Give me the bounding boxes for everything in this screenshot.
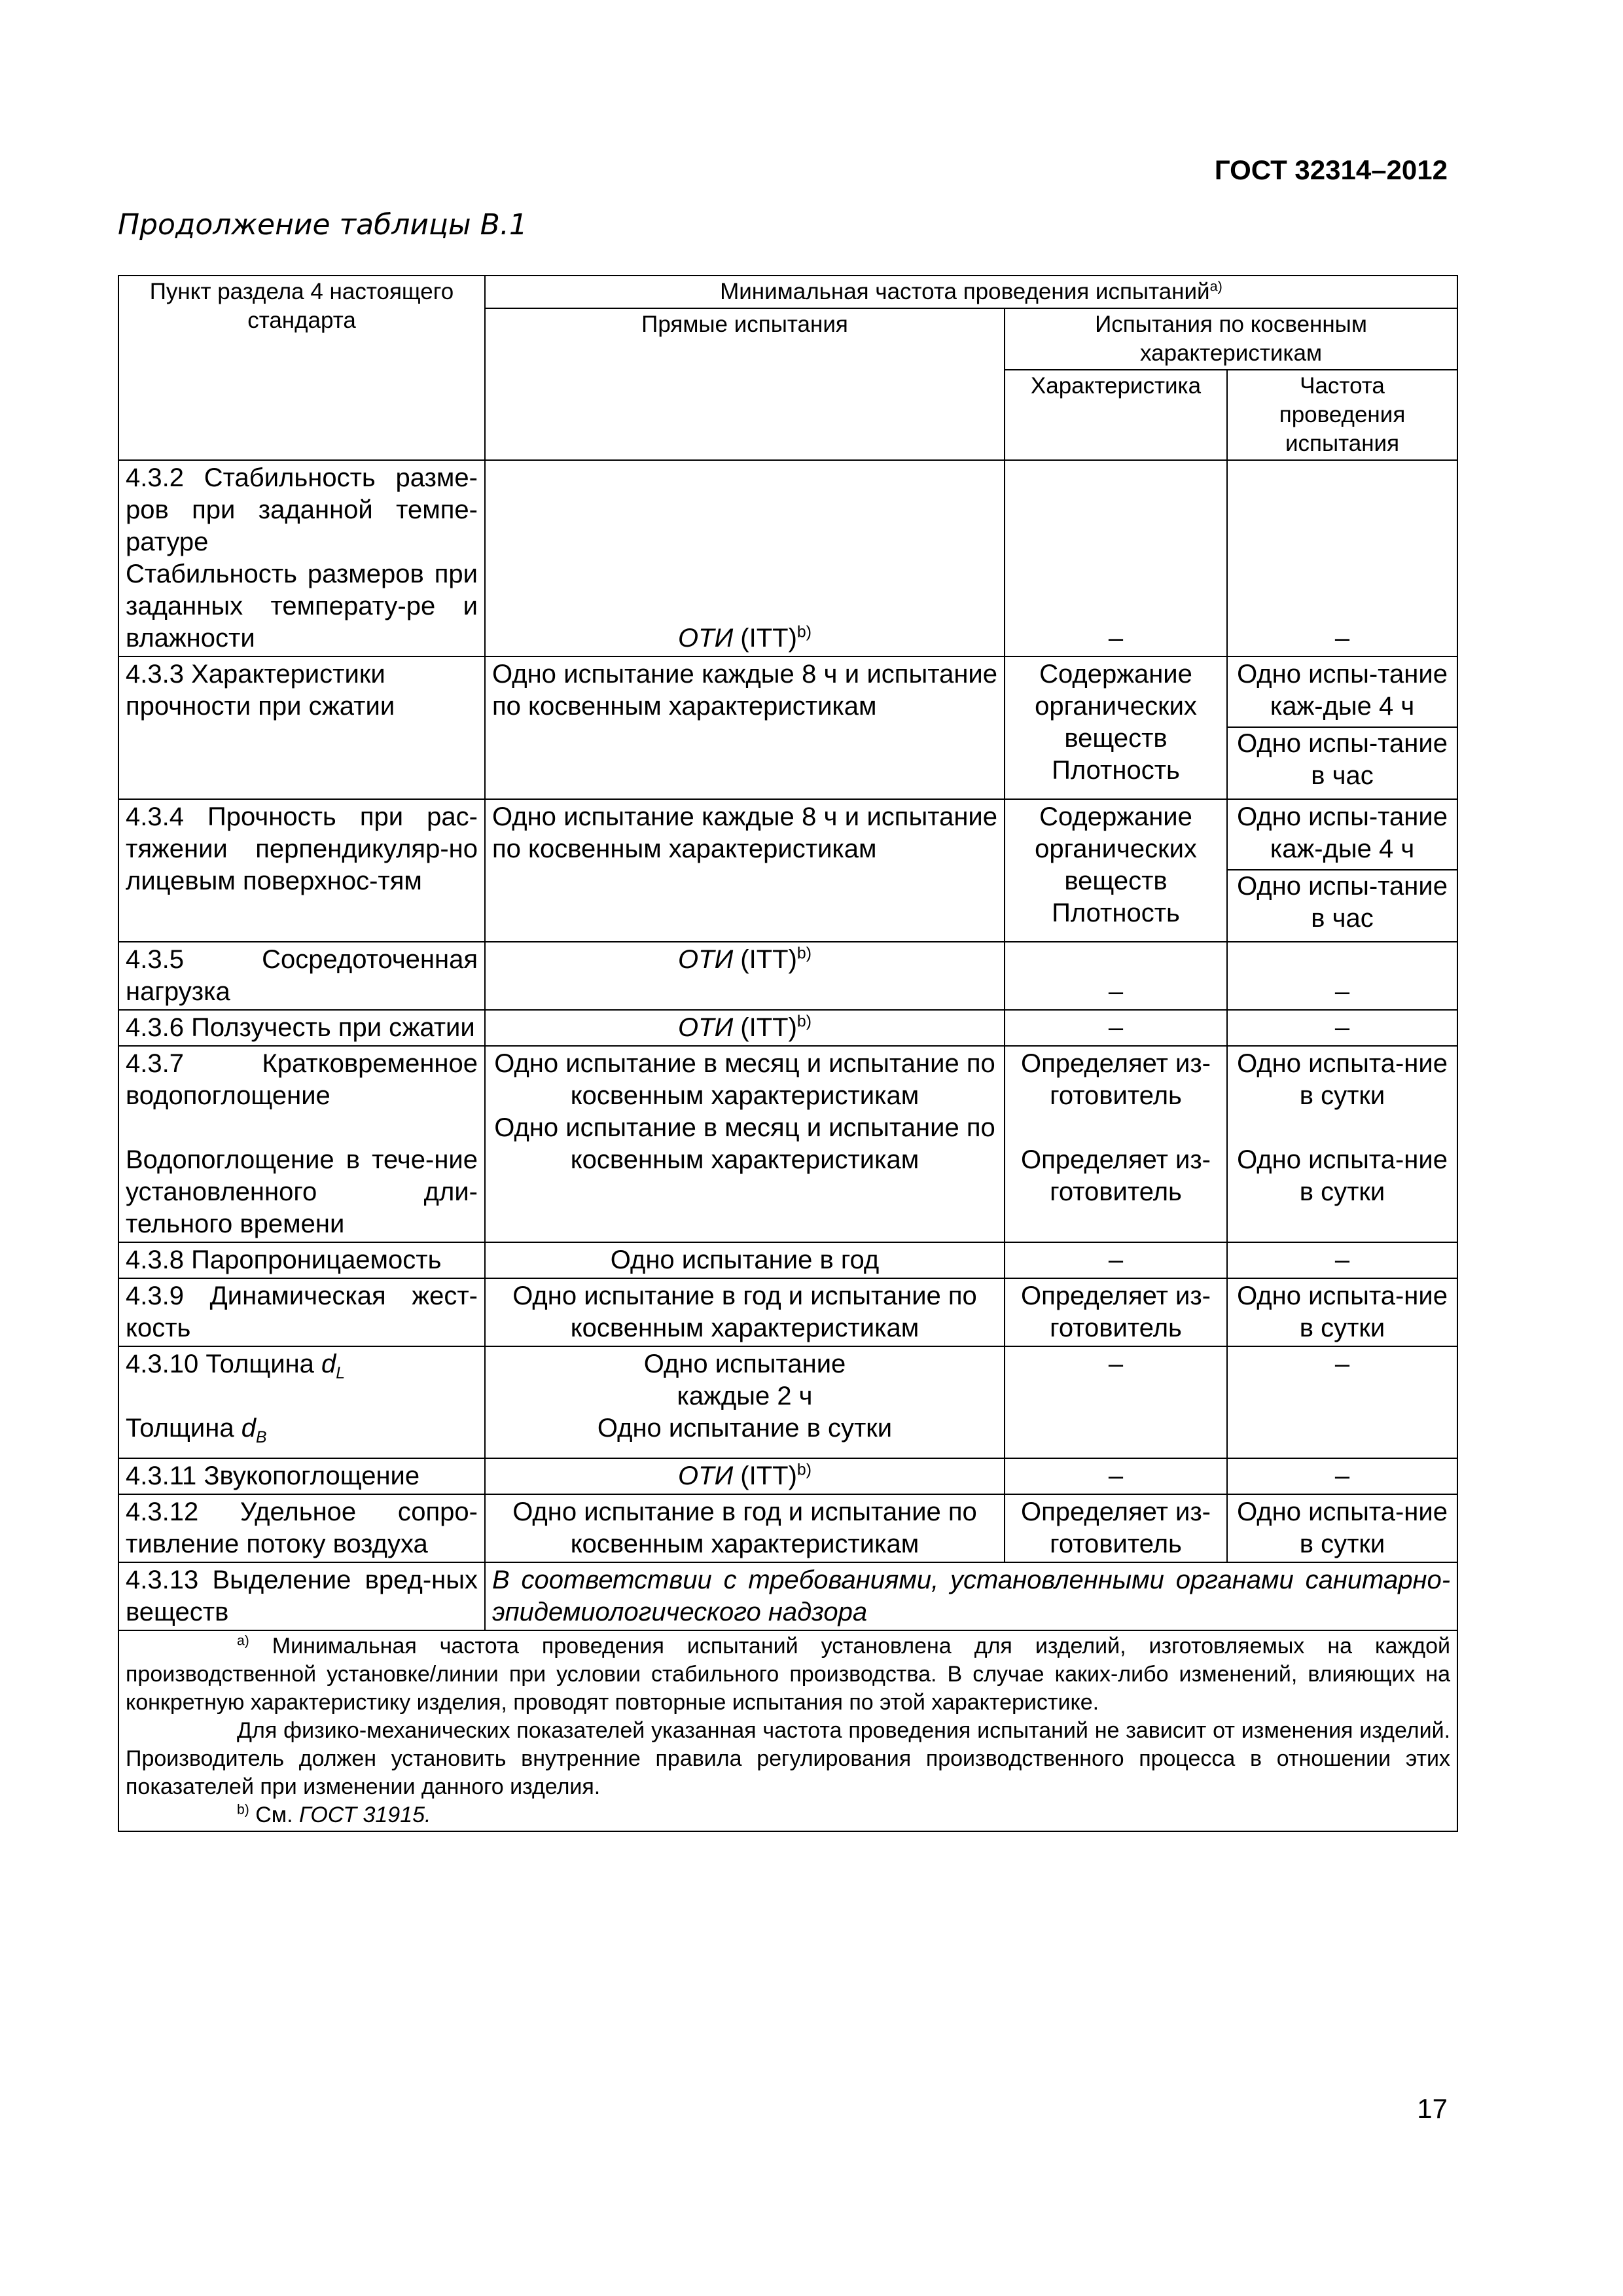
table-row [118,1278,1457,1346]
cell-characteristic: – [1005,1242,1227,1278]
cell-direct: Одно испытание в год и испытание по косвенным характеристикам [485,1494,1005,1562]
test-frequency-table [118,275,1458,1832]
cell-characteristic: – [1005,1010,1227,1046]
table-row [118,1242,1457,1278]
cell-clause: 4.3.5 Сосредоточенная нагрузка [118,942,485,1010]
page-number: 17 [1417,2093,1448,2124]
table-notes [118,1630,1457,1831]
cell-frequency: Одно испы-тание каж-дые 4 ч Одно испы-тание в час [1227,656,1457,799]
cell-characteristic: – [1005,1346,1227,1458]
cell-sanitary-requirements: В соответствии с требованиями, установленными органами санитарно-эпидемиологического надзора [485,1562,1457,1630]
cell-clause: 4.3.2 Стабильность разме-ров при заданной темпе-ратуре Стабильность размеров при заданных температу-ре и влажности [118,460,485,656]
header-clause: Пункт раздела 4 настоящего стандарта [118,276,485,460]
note-a-cont: Для физико-механических показателей указанная частота проведения испытаний не зависит от изменения изделий. Производитель должен установить внутренние правила регулирования производственного процесса в отношении этих показателей при изменении данного изделия. [126,1718,1451,1799]
cell-frequency: – [1227,1010,1457,1046]
cell-direct: ОТИ (ITT)$^{b)}$ [485,1010,1005,1046]
cell-clause: 4.3.9 Динамическая жест-кость [118,1278,485,1346]
table-row [118,1494,1457,1562]
cell-frequency: Одно испы-тание каж-дые 4 ч Одно испы-тание в час [1227,799,1457,942]
table-row [118,1046,1457,1242]
cell-frequency: – [1227,1458,1457,1494]
cell-frequency: – [1227,1242,1457,1278]
cell-direct: ОТИ (ITT)$^{b)}$ [485,942,1005,1010]
cell-clause: 4.3.3 Характеристики прочности при сжатии [118,656,485,799]
cell-direct: ОТИ (ITT)$^{b)}$ [485,460,1005,656]
cell-clause: 4.3.6 Ползучесть при сжатии [118,1010,485,1046]
table-row [118,1346,1457,1458]
cell-clause: 4.3.13 Выделение вред-ных веществ [118,1562,485,1630]
cell-direct: Одно испытание в год [485,1242,1005,1278]
cell-characteristic: Определяет из-готовитель Определяет из-готовитель [1005,1046,1227,1242]
note-a: $^{a)}$ Минимальная частота проведения испытаний установлена для изделий, изготовляемых на каждой производственной установке/линии при условии стабильного производства. В случае каких-либо изменений, влияющих на конкретную характеристику изделия, проводят повторные испытания по этой характеристике. [126,1633,1451,1715]
cell-characteristic: Определяет из-готовитель [1005,1494,1227,1562]
table-row [118,656,1457,799]
table-row [118,799,1457,942]
cell-clause: 4.3.7 Кратковременное водопоглощение Водопоглощение в тече-ние установленного дли-тельного времени [118,1046,485,1242]
cell-clause: 4.3.8 Паропроницаемость [118,1242,485,1278]
note-b: $^{b)}$ См. ГОСТ 31915. [237,1802,431,1827]
cell-characteristic: Определяет из-готовитель [1005,1278,1227,1346]
header-min-frequency: Минимальная частота проведения испытаний$^{a)}$ [485,276,1457,308]
cell-frequency: – [1227,942,1457,1010]
table-row [118,942,1457,1010]
table-notes-row [118,1630,1457,1831]
cell-direct: Одно испытание каждые 2 ч Одно испытание в сутки [485,1346,1005,1458]
table-row [118,1458,1457,1494]
cell-direct: Одно испытание каждые 8 ч и испытание по косвенным характеристикам [485,799,1005,942]
header-characteristic: Характеристика [1005,370,1227,460]
table-header [118,276,1457,460]
cell-clause: 4.3.4 Прочность при рас-тяжении перпендикуляр-но лицевым поверхнос-тям [118,799,485,942]
cell-characteristic: – [1005,1458,1227,1494]
table-row [118,1010,1457,1046]
cell-direct: Одно испытание каждые 8 ч и испытание по косвенным характеристикам [485,656,1005,799]
cell-clause: 4.3.10 Толщина $d_L$ Толщина $d_B$ [118,1346,485,1458]
cell-frequency: Одно испыта-ние в сутки [1227,1494,1457,1562]
cell-characteristic: – [1005,460,1227,656]
header-indirect-tests: Испытания по косвенным характеристикам [1005,308,1457,370]
cell-frequency: Одно испыта-ние в сутки Одно испыта-ние в сутки [1227,1046,1457,1242]
cell-direct: Одно испытание в год и испытание по косвенным характеристикам [485,1278,1005,1346]
table-row [118,460,1457,656]
cell-characteristic: – [1005,942,1227,1010]
cell-frequency: – [1227,460,1457,656]
table-caption: Продолжение таблицы В.1 [118,208,527,242]
cell-characteristic: Содержание органических веществ Плотность [1005,656,1227,799]
header-direct-tests: Прямые испытания [485,308,1005,460]
cell-characteristic: Содержание органических веществ Плотность [1005,799,1227,942]
table-row [118,1562,1457,1630]
document-code: ГОСТ 32314–2012 [1214,154,1448,185]
header-frequency: Частота проведения испытания [1227,370,1457,460]
cell-direct: Одно испытание в месяц и испытание по косвенным характеристикам Одно испытание в месяц и испытание по косвенным характеристикам [485,1046,1005,1242]
cell-frequency: – [1227,1346,1457,1458]
cell-frequency: Одно испыта-ние в сутки [1227,1278,1457,1346]
cell-clause: 4.3.11 Звукопоглощение [118,1458,485,1494]
cell-clause: 4.3.12 Удельное сопро-тивление потоку воздуха [118,1494,485,1562]
cell-direct: ОТИ (ITT)$^{b)}$ [485,1458,1005,1494]
